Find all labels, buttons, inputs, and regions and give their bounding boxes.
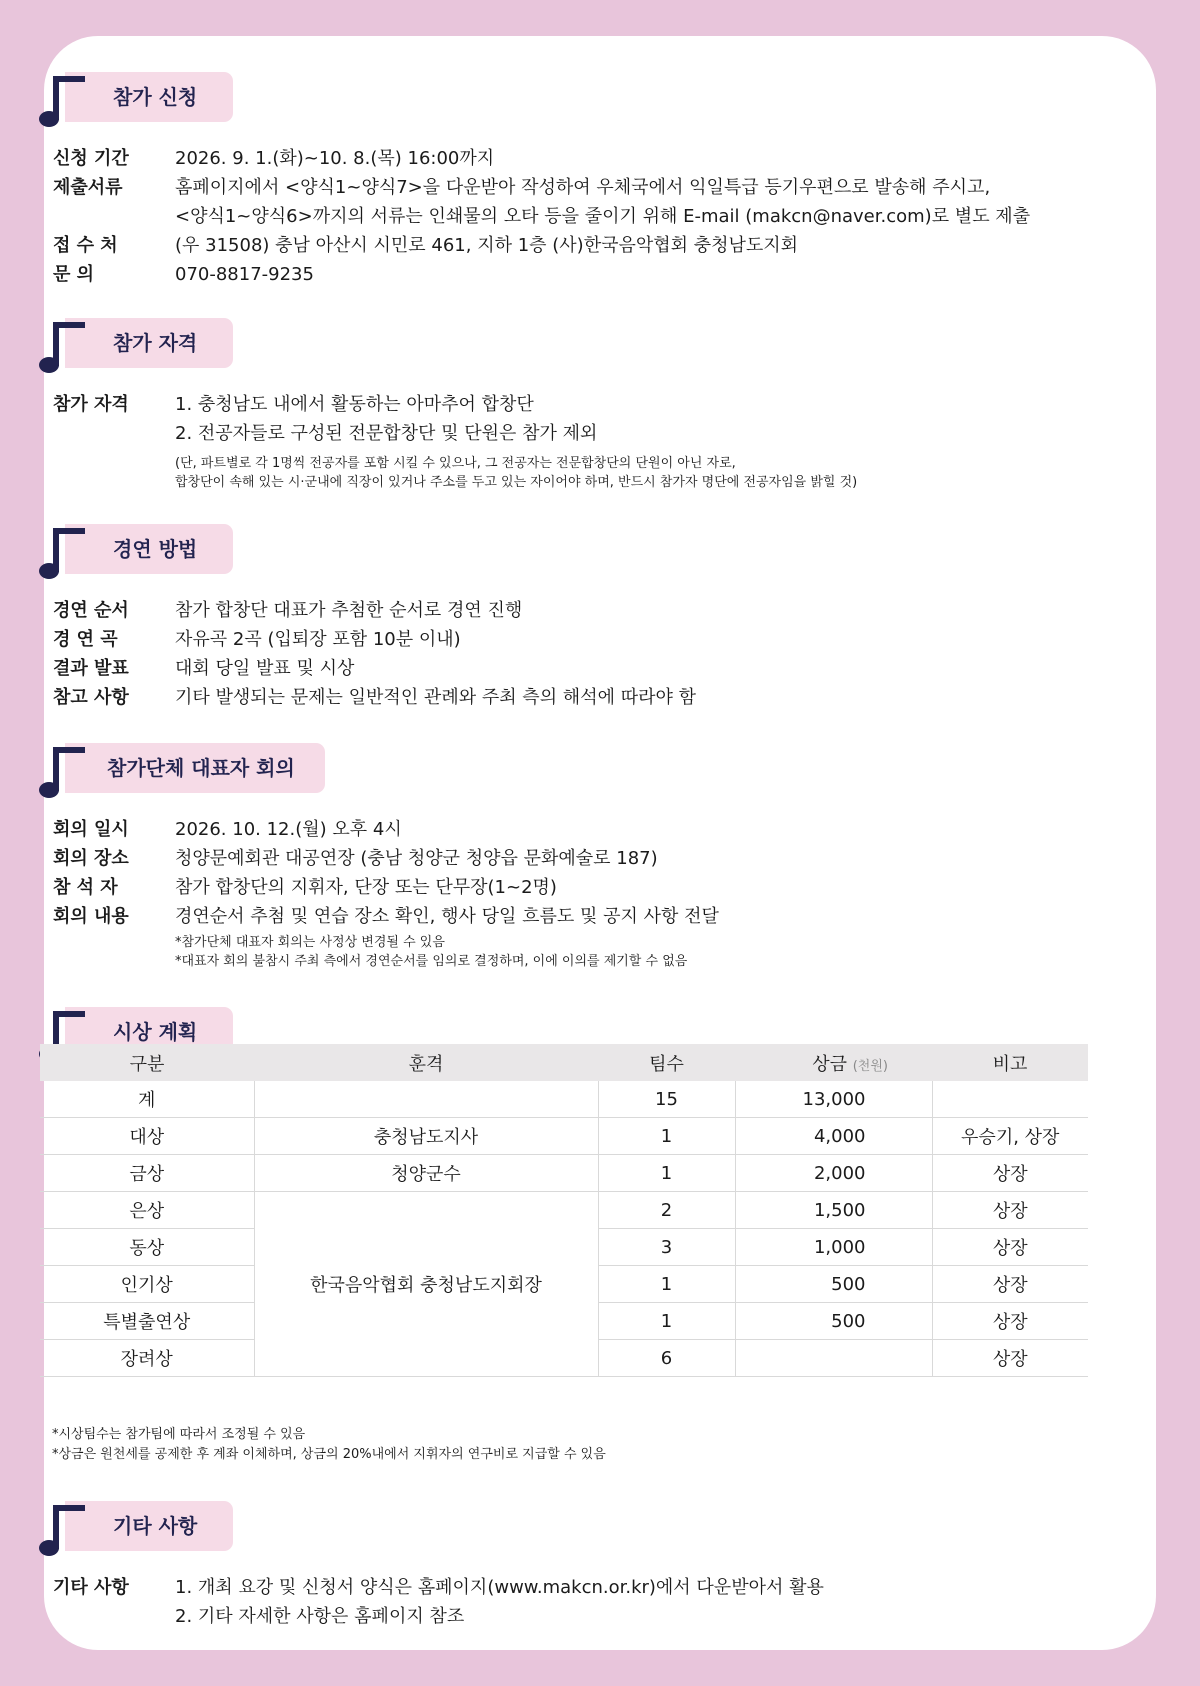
row-value: 홈페이지에서 <양식1~양식7>을 다운받아 작성하여 우체국에서 익일특급 등기우편으로 발송해 주시고, [175,177,991,198]
cell-award [254,1081,598,1118]
cell-prize: 1,500 [735,1192,932,1229]
row-label: 경 연 곡 [53,629,118,650]
row-label: 기타 사항 [53,1577,129,1598]
music-note-icon [35,72,85,128]
section-title: 시상 계획 [65,1007,233,1057]
header-category: 구분 [40,1044,254,1081]
row-receipt [35,231,1075,260]
row-documents [35,173,1075,231]
section-header [35,318,1075,374]
music-note-icon [35,524,85,580]
awards-note: *시상팀수는 참가팀에 따라서 조정될 수 있음 [52,1427,306,1442]
cell-category: 인기상 [40,1266,254,1303]
section-title: 참가 자격 [65,318,233,368]
cell-teams: 3 [598,1229,735,1266]
row-attendees [35,873,1075,902]
cell-prize: 500 [735,1266,932,1303]
section-title: 경연 방법 [65,524,233,574]
row-value: 경연순서 추첨 및 연습 장소 확인, 행사 당일 흐름도 및 공지 사항 전달 [175,906,719,927]
table-row [40,1081,1088,1118]
row-value: 2026. 9. 1.(화)~10. 8.(목) 16:00까지 [175,148,495,169]
header-note: 비고 [932,1044,1088,1081]
row-value: 청양문예회관 대공연장 (충남 청양군 청양읍 문화예술로 187) [175,848,658,869]
row-label: 참가 자격 [53,394,129,415]
table-row [40,1155,1088,1192]
cell-note: 상장 [932,1192,1088,1229]
section-apply [35,72,1075,289]
row-etc [35,1573,1075,1631]
cell-award: 충청남도지사 [254,1118,598,1155]
cell-teams: 1 [598,1118,735,1155]
header-teams: 팀수 [598,1044,735,1081]
section-header [35,743,1075,799]
row-value: 자유곡 2곡 (입퇴장 포함 10분 이내) [175,629,461,650]
cell-category: 금상 [40,1155,254,1192]
row-value: 참가 합창단 대표가 추첨한 순서로 경연 진행 [175,600,523,621]
row-label: 참 석 자 [53,877,118,898]
section-title: 참가단체 대표자 회의 [65,743,325,793]
row-qualification [35,390,1075,448]
row-value: (우 31508) 충남 아산시 시민로 461, 지하 1층 (사)한국음악협회 충청남도지회 [175,235,799,256]
music-note-icon [35,743,85,799]
cell-teams: 1 [598,1155,735,1192]
cell-teams: 6 [598,1340,735,1377]
cell-note: 상장 [932,1340,1088,1377]
section-title: 참가 신청 [65,72,233,122]
row-label: 문 의 [53,264,95,285]
header-prize: 상금 (천원) [735,1044,932,1081]
section-header [35,1501,1075,1557]
awards-table [40,1044,1088,1377]
music-note-icon [35,318,85,374]
row-meeting-place [35,844,1075,873]
row-results [35,654,1075,683]
cell-note: 상장 [932,1303,1088,1340]
row-value: 대회 당일 발표 및 시상 [175,658,355,679]
meeting-note: *대표자 회의 불참시 주최 측에서 경연순서를 임의로 결정하며, 이에 이의를 제기할 수 없음 [175,954,688,969]
cell-category: 장려상 [40,1340,254,1377]
row-label: 결과 발표 [53,658,129,679]
row-label: 참고 사항 [53,687,129,708]
row-value: 2026. 10. 12.(월) 오후 4시 [175,819,402,840]
cell-award: 청양군수 [254,1155,598,1192]
qualification-note: 합창단이 속해 있는 시·군내에 직장이 있거나 주소를 두고 있는 자이어야 하며, 반드시 참가자 명단에 전공자임을 밝힐 것) [175,475,858,490]
cell-note: 상장 [932,1155,1088,1192]
row-value: 참가 합창단의 지휘자, 단장 또는 단무장(1~2명) [175,877,557,898]
row-label: 제출서류 [53,177,123,198]
row-meeting-content [35,902,1075,931]
meeting-note: *참가단체 대표자 회의는 사정상 변경될 수 있음 [175,935,445,950]
cell-prize: 4,000 [735,1118,932,1155]
cell-prize: 500 [735,1303,932,1340]
cell-teams: 1 [598,1266,735,1303]
row-contact [35,260,1075,289]
row-label: 회의 내용 [53,906,129,927]
row-reference [35,683,1075,712]
awards-note: *상금은 원천세를 공제한 후 계좌 이체하며, 상금의 20%내에서 지휘자의 연구비로 지급할 수 있음 [52,1447,606,1462]
cell-award: 한국음악협회 충청남도지회장 [254,1192,598,1377]
music-note-icon [35,1501,85,1557]
cell-prize: 1,000 [735,1229,932,1266]
row-value: 070-8817-9235 [175,264,314,285]
table-header-row [40,1044,1088,1081]
section-etc [35,1501,1075,1631]
section-title: 기타 사항 [65,1501,233,1551]
cell-prize [735,1340,932,1377]
row-label: 접 수 처 [53,235,118,256]
prize-unit: (천원) [852,1058,888,1074]
row-order [35,596,1075,625]
etc-item: 2. 기타 자세한 사항은 홈페이지 참조 [175,1606,465,1627]
cell-teams: 15 [598,1081,735,1118]
qualification-note: (단, 파트별로 각 1명씩 전공자를 포함 시킬 수 있으나, 그 전공자는 전문합창단의 단원이 아닌 자로, [175,456,736,471]
qualification-item: 1. 충청남도 내에서 활동하는 아마추어 합창단 [175,394,534,415]
cell-prize: 2,000 [735,1155,932,1192]
row-label: 회의 장소 [53,848,129,869]
row-value-2: <양식1~양식6>까지의 서류는 인쇄물의 오타 등을 줄이기 위해 E-mail (makcn@naver.com)로 별도 제출 [175,206,1031,227]
section-meeting [35,743,1075,971]
cell-teams: 1 [598,1303,735,1340]
section-qualification [35,318,1075,492]
cell-teams: 2 [598,1192,735,1229]
table-row [40,1192,1088,1229]
cell-note [932,1081,1088,1118]
header-award: 훈격 [254,1044,598,1081]
section-method [35,524,1075,712]
row-meeting-date [35,815,1075,844]
etc-item: 1. 개최 요강 및 신청서 양식은 홈페이지(www.makcn.or.kr)에서 다운받아서 활용 [175,1577,824,1598]
cell-note: 상장 [932,1229,1088,1266]
cell-category: 동상 [40,1229,254,1266]
cell-category: 계 [40,1081,254,1118]
cell-note: 우승기, 상장 [932,1118,1088,1155]
cell-category: 은상 [40,1192,254,1229]
cell-category: 특별출연상 [40,1303,254,1340]
qualification-item: 2. 전공자들로 구성된 전문합창단 및 단원은 참가 제외 [175,423,598,444]
section-header [35,524,1075,580]
row-value: 기타 발생되는 문제는 일반적인 관례와 주최 측의 해석에 따라야 함 [175,687,696,708]
row-label: 신청 기간 [53,148,129,169]
row-label: 경연 순서 [53,600,129,621]
cell-note: 상장 [932,1266,1088,1303]
section-header [35,72,1075,128]
table-row [40,1118,1088,1155]
cell-prize: 13,000 [735,1081,932,1118]
row-songs [35,625,1075,654]
row-label: 회의 일시 [53,819,129,840]
row-period [35,144,1075,173]
cell-category: 대상 [40,1118,254,1155]
